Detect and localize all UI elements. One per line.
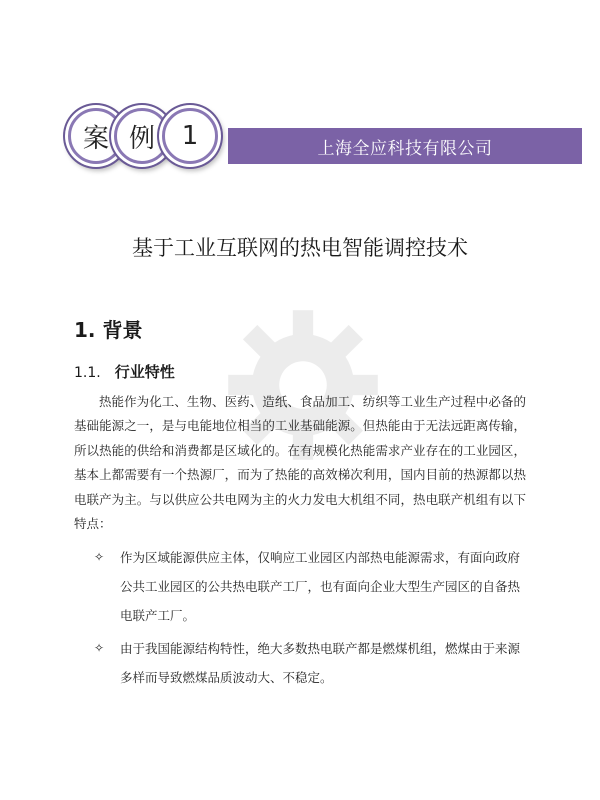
case-char-circle: 1 [162, 108, 218, 164]
company-name: 上海全应科技有限公司 [317, 138, 493, 159]
section-number: 1. [74, 318, 96, 342]
subsection-title: 行业特性 [114, 363, 175, 381]
company-banner [228, 128, 582, 164]
document-title: 基于工业互联网的热电智能调控技术 [132, 236, 468, 260]
section-title: 背景 [102, 318, 143, 342]
subsection-heading [74, 361, 175, 382]
section-heading [74, 314, 142, 343]
list-item-text: 作为区域能源供应主体，仅响应工业园区内部热电能源需求，有面向政府公共工业园区的公共热电联产工厂，也有面向企业大型生产园区的自备热电联产工厂。 [120, 550, 521, 623]
list-item-text: 由于我国能源结构特性，绝大多数热电联产都是燃煤机组，燃煤由于来源多样而导致燃煤品质波动大、不稳定。 [120, 641, 521, 685]
body-paragraph: 热能作为化工、生物、医药、造纸、食品加工、纺织等工业生产过程中必备的基础能源之一，是与电能地位相当的工业基础能源。但热能由于无法远距离传输，所以热能的供给和消费都是区域化的。在有规模化热能需求产业存在的工业园区，基本上都需要有一个热源厂，而为了热能的高效梯次利用，国内目前的热源都以热电联产为主。与以供应公共电网为主的火力发电大机组不同，热电联产机组有以下特点： [74, 394, 526, 532]
list-item [94, 634, 526, 692]
list-item [94, 543, 526, 630]
bullet-diamond-icon: ✧ [94, 641, 105, 655]
feature-list [94, 543, 526, 696]
case-number-badge [64, 108, 214, 164]
bullet-diamond-icon: ✧ [94, 550, 105, 564]
case-char-circle: 例 [114, 108, 170, 164]
subsection-number: 1.1. [74, 365, 101, 381]
case-char-circle: 案 [68, 108, 124, 164]
